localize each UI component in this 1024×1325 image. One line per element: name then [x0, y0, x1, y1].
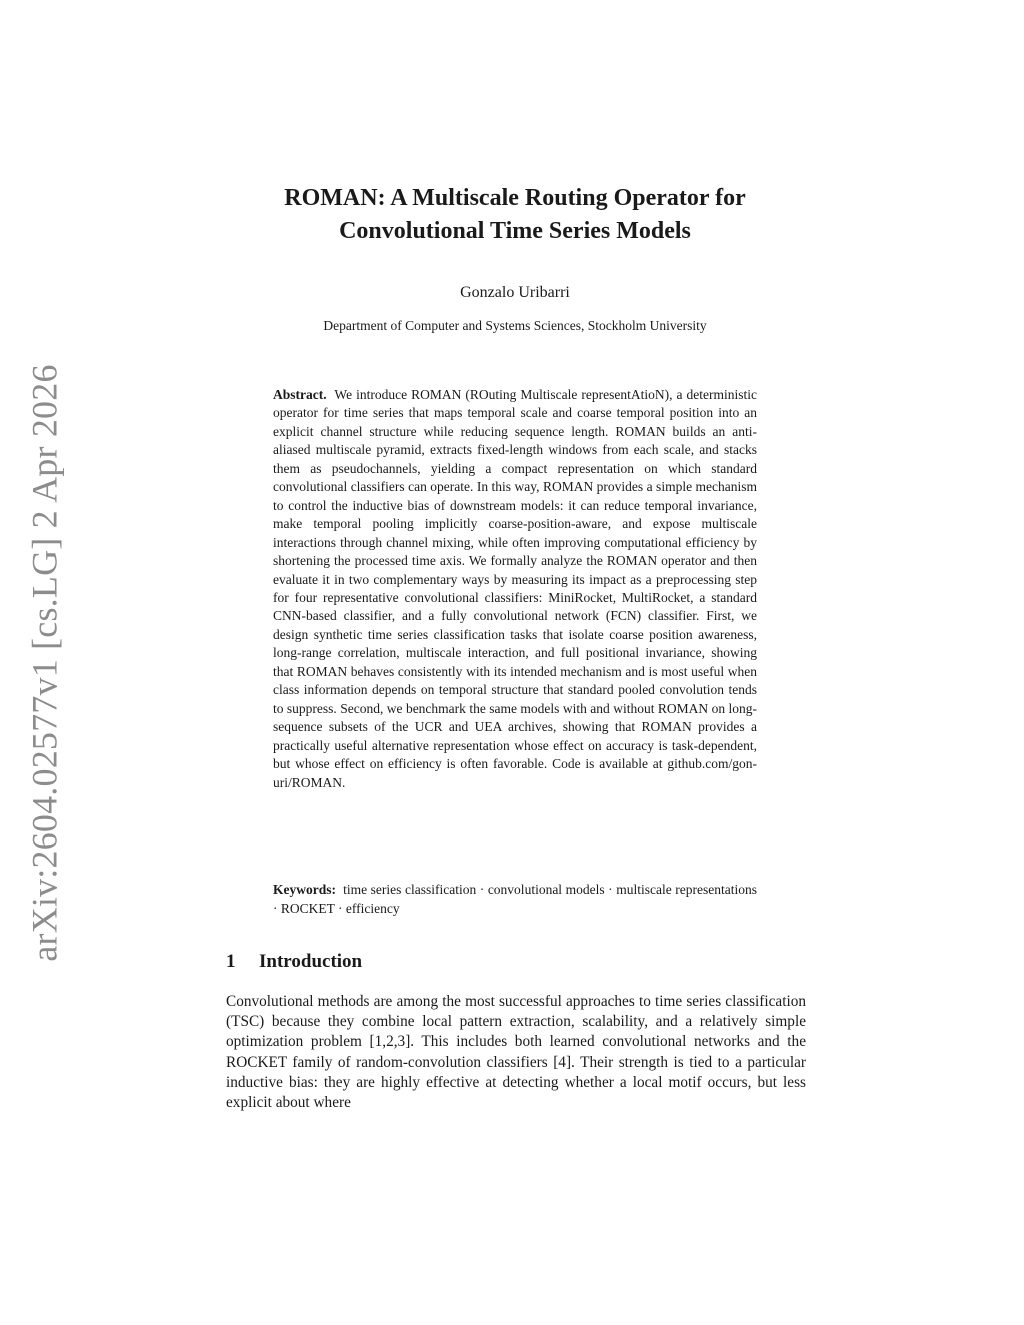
keywords [273, 880, 757, 918]
paper-title [200, 182, 830, 248]
section-title: Introduction [259, 951, 363, 972]
abstract-text: We introduce ROMAN (ROuting Multiscale representAtioN), a deterministic operator for time series that maps temporal scale and coarse temporal position into an explicit channel structure while reducing sequence length. ROMAN builds an anti-aliased multiscale pyramid, extracts fixed-length windows from each scale, and stacks them as pseudochannels, yielding a compact representation on which standard convolutional classifiers can operate. In this way, ROMAN provides a simple mechanism to control the inductive bias of downstream models: it can reduce temporal invariance, make temporal pooling implicitly coarse-position-aware, and expose multiscale interactions through channel mixing, while often improving computational efficiency by shortening the processed time axis. We formally analyze the ROMAN operator and then evaluate it in two complementary ways by measuring its impact as a preprocessing step for four representative convolutional classifiers: MiniRocket, MultiRocket, a standard CNN-based classifier, and a fully convolutional network (FCN) classifier. First, we design synthetic time series classification tasks that isolate coarse position awareness, long-range correlation, multiscale interaction, and full positional invariance, showing that ROMAN behaves consistently with its intended mechanism and is most useful when class information depends on temporal structure that standard pooled convolution tends to suppress. Second, we benchmark the same models with and without ROMAN on long-sequence subsets of the UCR and UEA archives, showing that ROMAN provides a practically useful alternative representation whose effect on accuracy is task-dependent, but whose effect on efficiency is often favorable. Code is available at github.com/gon-uri/ROMAN. [273, 387, 757, 790]
author-name: Gonzalo Uribarri [460, 284, 570, 301]
paper-title-line-2: Convolutional Time Series Models [339, 218, 691, 244]
section-heading-introduction [226, 951, 362, 973]
abstract-label: Abstract. [273, 387, 327, 402]
keywords-text: time series classification · convolutional models · multiscale representations · ROCKET · efficiency [273, 882, 757, 916]
keywords-label: Keywords: [273, 882, 336, 897]
arxiv-identifier-text: arXiv:2604.02577v1 [cs.LG] 2 Apr 2026 [25, 364, 66, 962]
author-affiliation: Department of Computer and Systems Sciences, Stockholm University [323, 318, 707, 333]
arxiv-identifier-stamp [18, 364, 72, 962]
abstract [273, 386, 757, 792]
section-number: 1 [226, 951, 236, 972]
paper-title-line-1: ROMAN: A Multiscale Routing Operator for [284, 185, 746, 211]
introduction-paragraph: Convolutional methods are among the most successful approaches to time series classification (TSC) because they combine local pattern extraction, scalability, and a relatively simple optimization problem [1,2,3]. This includes both learned convolutional networks and the ROCKET family of random-convolution classifiers [4]. Their strength is tied to a particular inductive bias: they are highly effective at detecting whether a local motif occurs, but less explicit about where [226, 993, 806, 1112]
